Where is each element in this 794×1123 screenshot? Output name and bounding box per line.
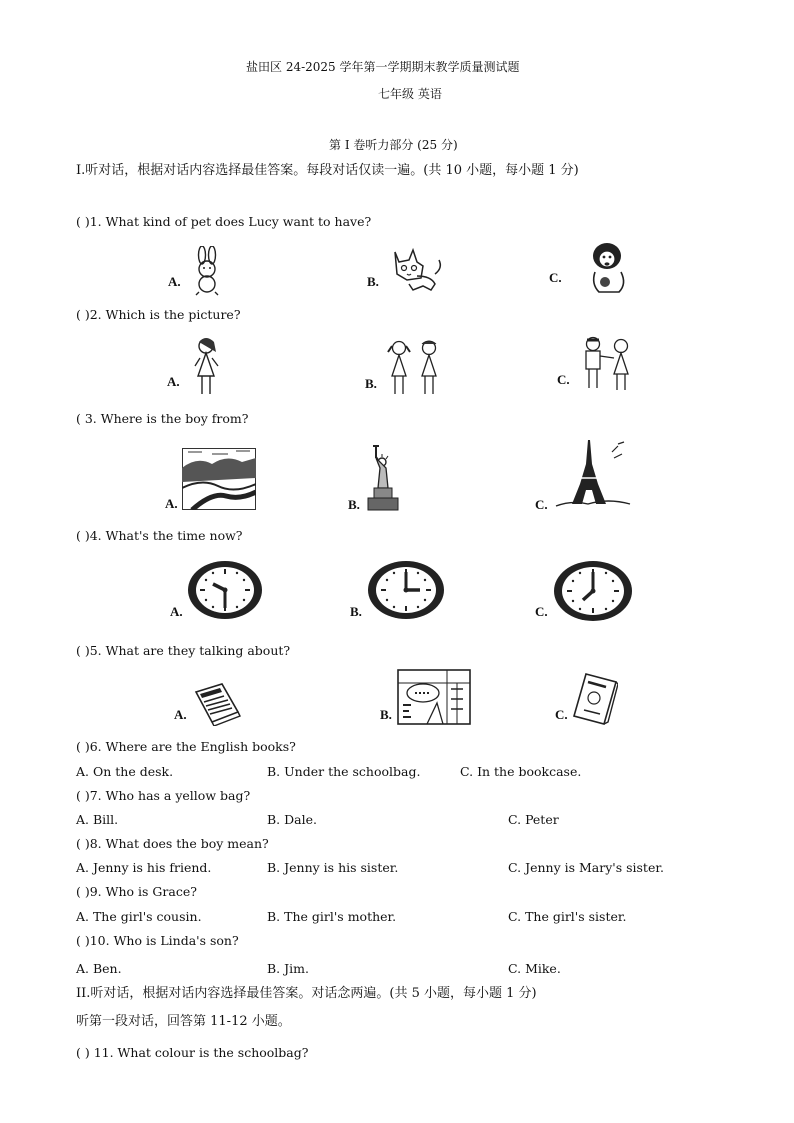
q4-option-c-label: C.	[535, 604, 548, 619]
part1-instructions: I.听对话，根据对话内容选择最佳答案。每段对话仅读一遍。(共 10 小题，每小题 1 分)	[76, 163, 579, 178]
q10-option-c: C. Mike.	[508, 961, 561, 976]
rabbit-icon	[190, 246, 224, 296]
q1-option-b-label: B.	[367, 274, 379, 289]
exam-title: 盐田区 24-2025 学年第一学期期末教学质量测试题	[246, 60, 520, 74]
q7-option-a: A. Bill.	[76, 812, 119, 827]
exam-subtitle: 七年级 英语	[378, 87, 442, 101]
q10-option-b: B. Jim.	[267, 961, 309, 976]
q9-option-a: A. The girl's cousin.	[76, 909, 202, 924]
q5-option-a-label: A.	[174, 707, 187, 722]
clock-icon	[367, 560, 445, 620]
q7-option-b: B. Dale.	[267, 812, 317, 827]
q2-option-a-label: A.	[167, 374, 180, 389]
map-icon	[397, 669, 471, 725]
part1-heading: 第 I 卷听力部分 (25 分)	[329, 138, 458, 152]
q5-option-b-label: B.	[380, 707, 392, 722]
boy-and-girl-icon	[579, 334, 637, 392]
q8-option-c: C. Jenny is Mary's sister.	[508, 860, 664, 875]
clock-icon	[553, 560, 633, 622]
question-3: ( 3. Where is the boy from?	[76, 411, 249, 426]
question-8: ( )8. What does the boy mean?	[76, 836, 269, 851]
q8-option-a: A. Jenny is his friend.	[76, 860, 212, 875]
question-2: ( )2. Which is the picture?	[76, 307, 241, 322]
question-6: ( )6. Where are the English books?	[76, 739, 296, 754]
q8-option-b: B. Jenny is his sister.	[267, 860, 399, 875]
two-girls-icon	[384, 338, 446, 400]
eiffel-tower-icon	[552, 438, 632, 510]
statue-of-liberty-icon	[362, 444, 406, 512]
question-11: ( ) 11. What colour is the schoolbag?	[76, 1045, 309, 1060]
part2-sub-instruction: 听第一段对话，回答第 11-12 小题。	[76, 1014, 291, 1029]
q6-option-c: C. In the bookcase.	[460, 764, 582, 779]
q1-option-a-label: A.	[168, 274, 181, 289]
question-9: ( )9. Who is Grace?	[76, 884, 197, 899]
q10-option-a: A. Ben.	[76, 961, 122, 976]
question-1: ( )1. What kind of pet does Lucy want to have?	[76, 214, 372, 229]
part2-instructions: II.听对话，根据对话内容选择最佳答案。对话念两遍。(共 5 小题，每小题 1 分)	[76, 986, 537, 1001]
cat-icon	[387, 246, 445, 294]
q3-option-b-label: B.	[348, 497, 360, 512]
q3-option-c-label: C.	[535, 497, 548, 512]
q6-option-b: B. Under the schoolbag.	[267, 764, 421, 779]
dog-icon	[585, 240, 631, 296]
q7-option-c: C. Peter	[508, 812, 559, 827]
question-7: ( )7. Who has a yellow bag?	[76, 788, 251, 803]
question-4: ( )4. What's the time now?	[76, 528, 243, 543]
question-5: ( )5. What are they talking about?	[76, 643, 291, 658]
q2-option-c-label: C.	[557, 372, 570, 387]
clock-icon	[187, 560, 263, 620]
q6-option-a: A. On the desk.	[76, 764, 174, 779]
newspaper-icon	[192, 682, 242, 726]
q5-option-c-label: C.	[555, 707, 568, 722]
q2-option-b-label: B.	[365, 376, 377, 391]
q4-option-a-label: A.	[170, 604, 183, 619]
question-10: ( )10. Who is Linda's son?	[76, 933, 239, 948]
girl-icon	[192, 336, 222, 398]
q3-option-a-label: A.	[165, 496, 178, 511]
q9-option-b: B. The girl's mother.	[267, 909, 397, 924]
q9-option-c: C. The girl's sister.	[508, 909, 627, 924]
great-wall-icon	[182, 448, 256, 510]
book-icon	[572, 672, 618, 726]
q4-option-b-label: B.	[350, 604, 362, 619]
q1-option-c-label: C.	[549, 270, 562, 285]
